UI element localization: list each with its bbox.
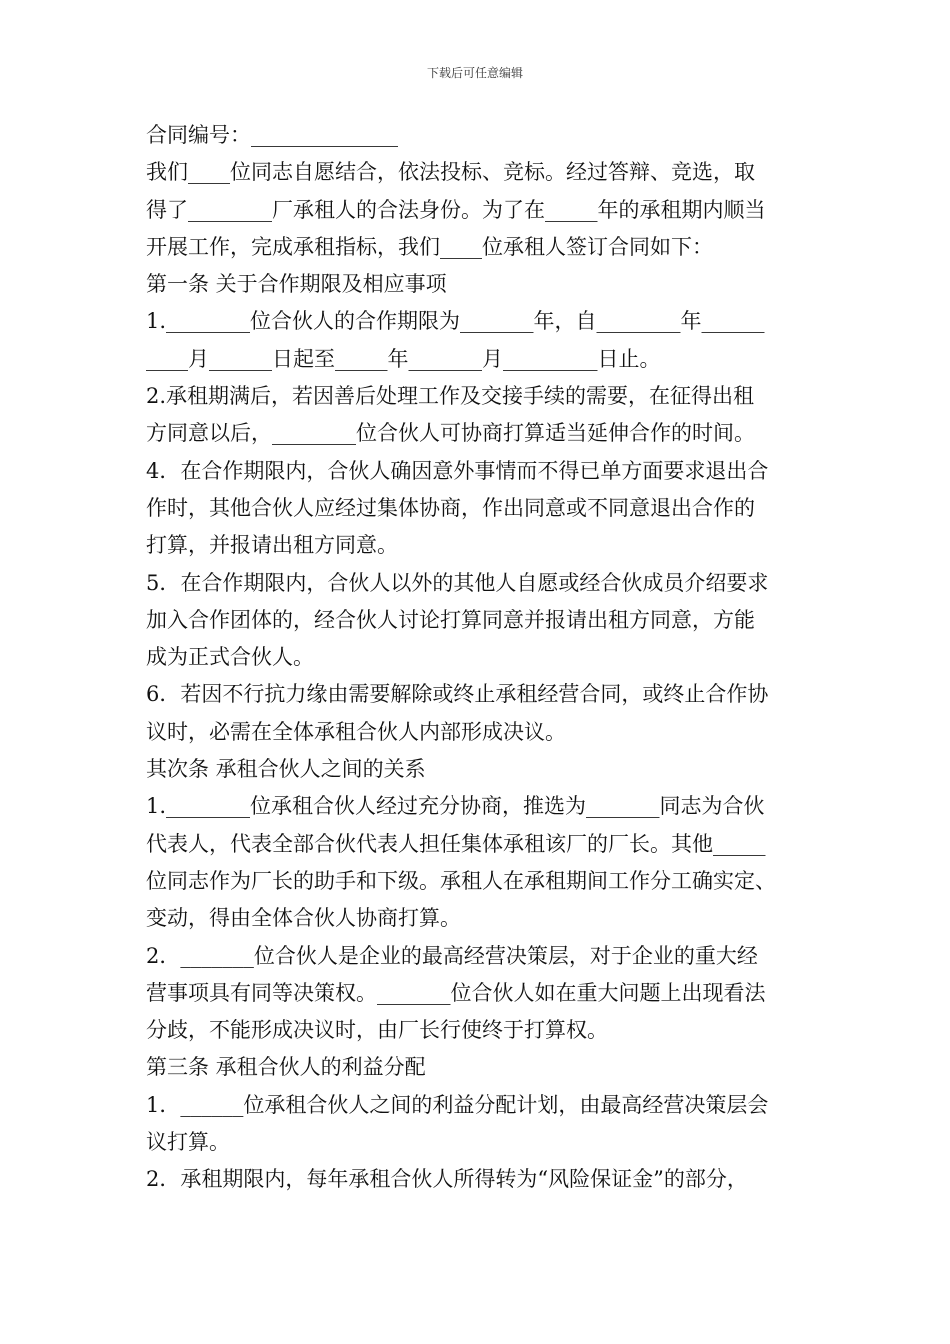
paragraph-line: 方同意以后，________位合伙人可协商打算适当延伸合作的时间。 (146, 421, 755, 446)
section-heading: 其次条 承租合伙人之间的关系 (146, 757, 426, 782)
paragraph-line: 5．在合作期限内，合伙人以外的其他人自愿或经合伙成员介绍要求 (146, 570, 769, 595)
paragraph-line: 分歧，不能形成决议时，由厂长行使终于打算权。 (146, 1018, 608, 1043)
page-header: 下载后可任意编辑 (426, 66, 523, 80)
paragraph-line: 我们____位同志自愿结合，依法投标、竞标。经过答辩、竞选，取 (146, 160, 755, 185)
paragraph-line: 加入合作团体的，经合伙人讨论打算同意并报请出租方同意，方能 (146, 607, 755, 632)
paragraph-line: ____月______日起至_____年_______月_________日止。 (146, 346, 661, 371)
paragraph-line: 1.________位承租合伙人经过充分协商，推选为_______同志为合伙 (146, 794, 765, 819)
contract-number-line: 合同编号：______________ (146, 123, 398, 147)
paragraph-line: 营事项具有同等决策权。_______位合伙人如在重大问题上出现看法 (146, 980, 766, 1005)
paragraph-line: 成为正式合伙人。 (146, 645, 314, 670)
paragraph-line: 议时，必需在全体承租合伙人内部形成决议。 (146, 719, 566, 744)
paragraph-line: 2.承租期满后，若因善后处理工作及交接手续的需要，在征得出租 (146, 384, 755, 409)
paragraph-line: 1.________位合伙人的合作期限为_______年，自________年______ (146, 309, 765, 334)
paragraph-line: 2．_______位合伙人是企业的最高经营决策层，对于企业的重大经 (146, 943, 758, 968)
paragraph-line: 议打算。 (146, 1130, 230, 1155)
paragraph-line: 4．在合作期限内，合伙人确因意外事情而不得已单方面要求退出合 (146, 458, 769, 483)
paragraph-line: 得了________厂承租人的合法身份。为了在_____年的承租期内顺当 (146, 197, 766, 222)
paragraph-line: 打算，并报请出租方同意。 (146, 533, 398, 558)
section-heading: 第一条 关于合作期限及相应事项 (146, 272, 447, 297)
paragraph-line: 位同志作为厂长的助手和下级。承租人在承租期间工作分工确实定、 (146, 868, 776, 893)
paragraph-line: 开展工作，完成承租指标，我们____位承租人签订合同如下： (146, 234, 713, 259)
document-body (146, 117, 814, 1199)
paragraph-line: 作时，其他合伙人应经过集体协商，作出同意或不同意退出合作的 (146, 495, 755, 520)
section-heading: 第三条 承租合伙人的利益分配 (146, 1055, 426, 1080)
paragraph-line: 6．若因不行抗力缘由需要解除或终止承租经营合同，或终止合作协 (146, 682, 769, 707)
paragraph-line: 代表人，代表全部合伙代表人担任集体承租该厂的厂长。其他_____ (146, 831, 766, 856)
paragraph-line: 1．______位承租合伙人之间的利益分配计划，由最高经营决策层会 (146, 1092, 769, 1117)
paragraph-line: 2．承租期限内，每年承租合伙人所得转为“风险保证金”的部分， (146, 1167, 748, 1192)
paragraph-line: 变动，得由全体合伙人协商打算。 (146, 906, 461, 931)
